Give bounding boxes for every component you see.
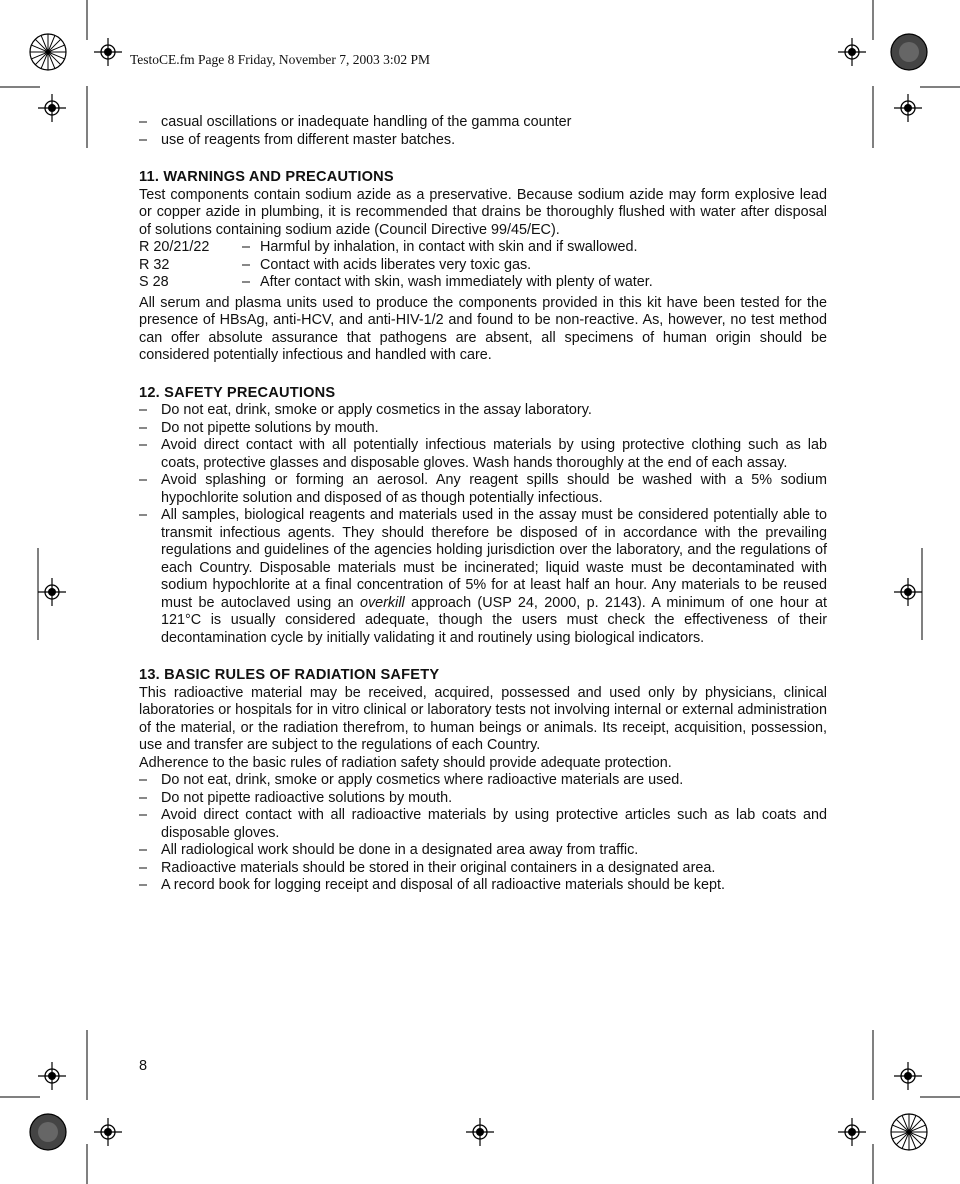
list-item <box>139 790 827 808</box>
paragraph: All serum and plasma units used to produce the components provided in this kit have been tested for the presence of HBsAg, anti-HCV, and anti-HIV-1/2 and found to be non-reactive. As, however, no test method can offer absolute assurance that pathogens are absent, all specimens of human origin should be considered potentially infectious and handled with care. <box>139 294 827 363</box>
list-item <box>139 842 827 860</box>
risk-phrase <box>139 239 827 257</box>
dash-bullet: – <box>139 131 148 148</box>
risk-text: After contact with skin, wash immediately with plenty of water. <box>260 274 653 290</box>
list-item-text: use of reagents from different master batches. <box>161 131 456 148</box>
risk-text: Harmful by inhalation, in contact with skin and if swallowed. <box>260 239 638 255</box>
starburst-mark <box>30 1114 66 1150</box>
dash-bullet: – <box>139 877 148 893</box>
paragraph: Adherence to the basic rules of radiation safety should provide adequate protection. <box>139 754 672 771</box>
registration-target <box>38 1062 66 1090</box>
registration-target <box>838 38 866 66</box>
list-item-text <box>161 507 827 647</box>
list-item <box>139 437 827 472</box>
list-item <box>139 472 827 507</box>
list-item-text: All radiological work should be done in a designated area away from traffic. <box>161 842 639 858</box>
paragraph: Test components contain sodium azide as a preservative. Because sodium azide may form explosive lead or copper azide in plumbing, it is recommended that drains be thoroughly flushed with water after disposal of solutions containing sodium azide (Council Directive 99/45/EC). <box>139 186 827 238</box>
dash-bullet: – <box>139 772 148 788</box>
list-item-text-part: approach (USP 24, 2000, p. 2143). A minimum of one hour at 121°C is usually considered adequate, though the users must check the effectiveness of their decontamination cycle by initially validating it and routinely using biological indicators. <box>161 594 827 646</box>
dash-bullet: – <box>139 507 148 523</box>
dash-bullet: – <box>139 114 148 130</box>
list-item <box>139 132 827 150</box>
registration-target <box>38 94 66 122</box>
risk-phrase <box>139 257 827 275</box>
list-item-text-part: All samples, biological reagents and materials used in the assay must be considered potentially able to transmit infectious agents. They should therefore be disposed of in accordance with the prevailing regulations and guidelines of the agencies holding jurisdiction over the laboratory, and the regulations of each Country. Disposable materials must be incinerated; liquid waste must be decontaminated with sodium hypochlorite at a final concentration of 5% for at least half an hour. Any materials to be reused must be autoclaved using an <box>161 507 827 611</box>
section-heading-warnings: 11. WARNINGS AND PRECAUTIONS <box>139 169 394 185</box>
dash-bullet: – <box>139 842 148 858</box>
dash-bullet: – <box>242 274 251 290</box>
risk-text: Contact with acids liberates very toxic gas. <box>260 256 532 273</box>
registration-target <box>894 578 922 606</box>
risk-code: R 20/21/22 <box>139 239 210 255</box>
registration-target <box>94 38 122 66</box>
page-number: 8 <box>139 1058 148 1074</box>
dash-bullet: – <box>139 789 148 806</box>
starburst-mark <box>30 34 66 70</box>
list-item-text: Do not eat, drink, smoke or apply cosmetics in the assay laboratory. <box>161 402 592 418</box>
dash-bullet: – <box>242 256 251 273</box>
dash-bullet: – <box>139 437 148 453</box>
registration-target <box>466 1118 494 1146</box>
registration-target <box>838 1118 866 1146</box>
list-item-text: Avoid direct contact with all radioactive materials by using protective articles such as lab coats and disposable gloves. <box>161 807 827 841</box>
risk-code: S 28 <box>139 274 169 290</box>
list-item <box>139 860 827 878</box>
risk-phrase <box>139 274 827 292</box>
registration-target <box>894 1062 922 1090</box>
list-item-text: Do not pipette radioactive solutions by mouth. <box>161 789 453 806</box>
list-item <box>139 877 827 895</box>
list-item <box>139 114 827 132</box>
registration-target <box>894 94 922 122</box>
dash-bullet: – <box>242 239 251 255</box>
list-item-text: casual oscillations or inadequate handling of the gamma counter <box>161 114 572 130</box>
section-heading-safety: 12. SAFETY PRECAUTIONS <box>139 384 336 401</box>
list-item-text: Avoid direct contact with all potentially infectious materials by using protective clothing such as lab coats, protective glasses and disposable gloves. Wash hands thoroughly at the end of each assay. <box>161 437 827 471</box>
list-item <box>139 772 827 790</box>
dash-bullet: – <box>139 807 148 823</box>
list-item-text: Do not eat, drink, smoke or apply cosmetics where radioactive materials are used. <box>161 772 684 788</box>
risk-code: R 32 <box>139 256 170 273</box>
starburst-mark <box>891 34 927 70</box>
list-item <box>139 807 827 842</box>
list-item <box>139 402 827 420</box>
dash-bullet: – <box>139 402 148 418</box>
list-item <box>139 420 827 438</box>
emphasis-overkill: overkill <box>359 594 405 611</box>
list-item-text: Radioactive materials should be stored in their original containers in a designated area. <box>161 859 716 876</box>
list-item <box>139 507 827 647</box>
registration-target <box>38 578 66 606</box>
dash-bullet: – <box>139 472 148 488</box>
page-content <box>139 114 827 895</box>
list-item-text: A record book for logging receipt and disposal of all radioactive materials should be kept. <box>161 877 725 893</box>
starburst-mark <box>891 1114 927 1150</box>
file-header-slug: TestoCE.fm Page 8 Friday, November 7, 2003 3:02 PM <box>130 52 431 67</box>
dash-bullet: – <box>139 859 148 876</box>
paragraph: This radioactive material may be received, acquired, possessed and used only by physicians, clinical laboratories or hospitals for in vitro clinical or laboratory tests not involving internal or external administration of the material, or the radiation therefrom, to human beings or animals. Its receipt, acquisition, possession, use and transfer are subject to the regulations of each Country. <box>139 684 827 753</box>
registration-target <box>94 1118 122 1146</box>
list-item-text: Do not pipette solutions by mouth. <box>161 419 379 436</box>
section-heading-radiation: 13. BASIC RULES OF RADIATION SAFETY <box>139 667 440 683</box>
list-item-text: Avoid splashing or forming an aerosol. Any reagent spills should be washed with a 5% sodium hypochlorite solution and disposed of as though potentially infectious. <box>161 472 827 506</box>
dash-bullet: – <box>139 419 148 436</box>
